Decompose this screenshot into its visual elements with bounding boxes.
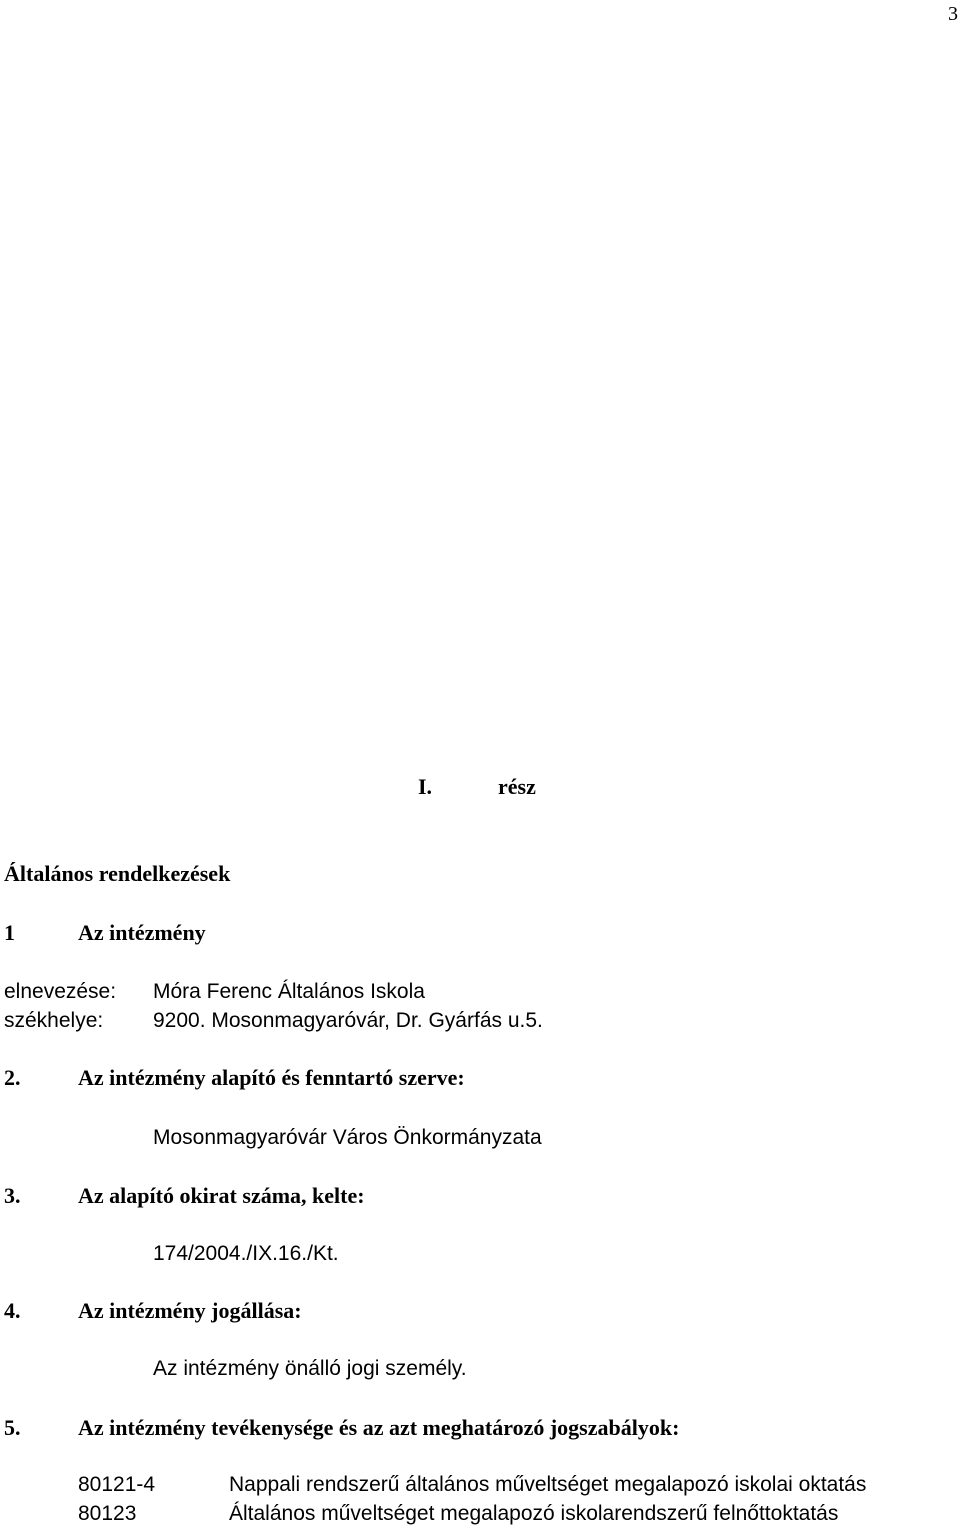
part-number: I.	[418, 774, 433, 799]
charter-number: 3.	[4, 1183, 21, 1208]
activity-description: Nappali rendszerű általános műveltséget megalapozó iskolai oktatás	[229, 1473, 867, 1496]
charter-title: Az alapító okirat száma, kelte:	[78, 1183, 365, 1208]
section-title: Általános rendelkezések	[4, 861, 231, 886]
charter-value: 174/2004./IX.16./Kt.	[153, 1242, 339, 1265]
institution-name-label: elnevezése:	[4, 980, 117, 1003]
legal-status-title: Az intézmény jogállása:	[78, 1298, 302, 1323]
legal-status-number: 4.	[4, 1298, 21, 1323]
institution-name-value: Móra Ferenc Általános Iskola	[153, 980, 425, 1003]
founder-title: Az intézmény alapító és fenntartó szerve:	[78, 1065, 465, 1090]
activity-code: 80121-4	[78, 1473, 156, 1496]
legal-status-value: Az intézmény önálló jogi személy.	[153, 1357, 467, 1380]
activity-number: 5.	[4, 1415, 21, 1440]
activity-code: 80123	[78, 1502, 137, 1525]
institution-number: 1	[4, 920, 15, 945]
institution-seat-label: székhelye:	[4, 1009, 104, 1032]
institution-seat-value: 9200. Mosonmagyaróvár, Dr. Gyárfás u.5.	[153, 1009, 543, 1032]
activity-title: Az intézmény tevékenysége és az azt meghatározó jogszabályok:	[78, 1415, 680, 1440]
institution-title: Az intézmény	[78, 920, 206, 945]
activity-description: Általános műveltséget megalapozó iskolarendszerű felnőttoktatás	[229, 1502, 839, 1525]
founder-value: Mosonmagyaróvár Város Önkormányzata	[153, 1126, 542, 1149]
page-number: 3	[948, 3, 958, 25]
founder-number: 2.	[4, 1065, 21, 1090]
part-word: rész	[498, 774, 536, 799]
